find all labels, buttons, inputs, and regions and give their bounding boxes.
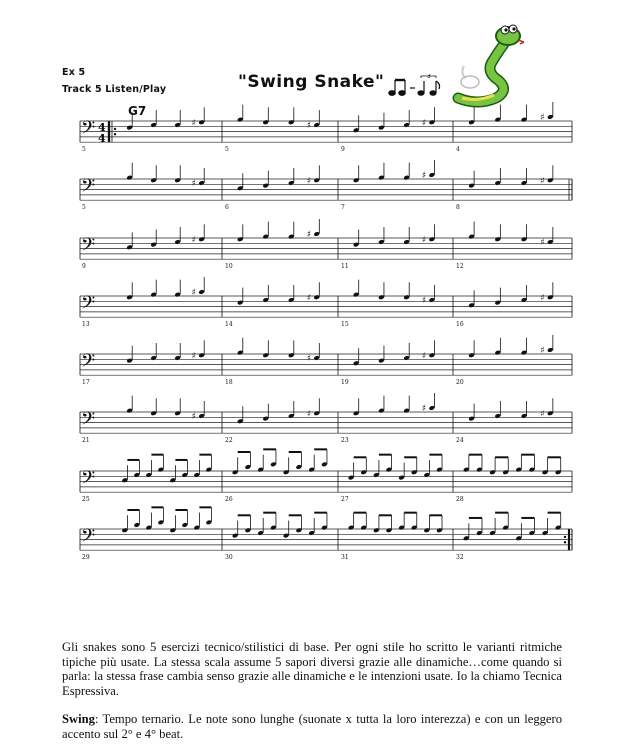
- bass-clef-icon: 𝄢: [81, 409, 96, 434]
- swing-text: : Tempo ternario. Le note sono lunghe (suonate x tutta la loro interezza) e con un leggero accento sul 2° e 4° beat.: [62, 712, 562, 741]
- time-signature-bottom: 4: [98, 132, 106, 145]
- sharp-sign: ♯: [191, 118, 196, 129]
- measure-number: 5: [82, 146, 86, 154]
- sharp-sign: ♯: [421, 118, 427, 129]
- sharp-sign: ♯: [306, 293, 312, 304]
- repeat-dot: [114, 133, 116, 135]
- sharp-sign: ♯: [306, 176, 312, 187]
- chord-symbol: G7: [128, 104, 147, 118]
- measure-number: 12: [456, 263, 464, 271]
- sharp-sign: ♯: [421, 235, 427, 246]
- measure-number: 9: [82, 263, 86, 271]
- sharp-sign: ♯: [191, 411, 196, 422]
- measure-number: 17: [82, 379, 90, 387]
- sharp-sign: ♯: [306, 120, 312, 131]
- measure-number: 16: [456, 321, 464, 329]
- sharp-sign: ♯: [421, 295, 427, 306]
- bass-clef-icon: 𝄢: [81, 351, 96, 376]
- exercise-label: Ex 5: [62, 67, 86, 78]
- repeat-dot: [114, 128, 116, 130]
- bass-clef-icon: 𝄢: [81, 118, 96, 143]
- measure-number: 30: [225, 554, 233, 562]
- sharp-sign: ♯: [540, 113, 545, 123]
- sharp-sign: ♯: [191, 178, 196, 189]
- measure-number: 5: [82, 204, 86, 212]
- measure-number: 23: [341, 437, 349, 445]
- sharp-sign: ♯: [306, 409, 312, 420]
- measure-number: 4: [456, 146, 460, 154]
- measure-number: 14: [225, 321, 233, 329]
- measure-number: 26: [225, 496, 233, 504]
- measure-number: 18: [225, 379, 233, 387]
- bass-clef-icon: 𝄢: [81, 176, 96, 201]
- measure-number: 32: [456, 554, 464, 562]
- measure-number: 19: [341, 379, 349, 387]
- repeat-dot: [564, 536, 566, 538]
- sharp-sign: ♯: [421, 404, 427, 414]
- sharp-sign: ♯: [421, 171, 427, 181]
- sharp-sign: ♯: [540, 346, 545, 356]
- sharp-sign: ♯: [421, 351, 427, 362]
- description-paragraph: Gli snakes sono 5 esercizi tecnico/stilistici di base. Per ogni stile ho scritto le varianti ritmiche tipiche più usate. La stessa scala assume 5 sapori diversi grazie alle dinamiche…come quando si parla: la stessa frase cambia senso grazie alle dinamiche e le intenzioni usate. Io la chiamo Tecnica Espressiva.: [62, 640, 562, 698]
- sharp-sign: ♯: [540, 409, 545, 420]
- sharp-sign: ♯: [306, 353, 312, 364]
- measure-number: 22: [225, 437, 233, 445]
- bass-clef-icon: 𝄢: [81, 526, 96, 551]
- sharp-sign: ♯: [191, 351, 196, 362]
- sharp-sign: ♯: [191, 235, 196, 246]
- sharp-sign: ♯: [306, 230, 312, 240]
- sharp-sign: ♯: [540, 237, 545, 248]
- bass-clef-icon: 𝄢: [81, 293, 96, 318]
- measure-number: 15: [341, 321, 349, 329]
- track-label: Track 5 Listen/Play: [62, 84, 167, 95]
- swing-label: Swing: [62, 712, 95, 726]
- measure-number: 21: [82, 437, 90, 445]
- measure-number: 28: [456, 496, 464, 504]
- measure-number: 6: [225, 204, 229, 212]
- measure-number: 13: [82, 321, 90, 329]
- sharp-sign: ♯: [191, 288, 196, 298]
- measure-number: 7: [341, 204, 345, 212]
- measure-number: 29: [82, 554, 90, 562]
- measure-number: 9: [341, 146, 345, 154]
- measure-number: 27: [341, 496, 349, 504]
- measure-number: 25: [82, 496, 90, 504]
- measure-number: 10: [225, 263, 233, 271]
- sharp-sign: ♯: [540, 293, 545, 304]
- swing-description: [62, 712, 562, 741]
- repeat-dot: [564, 541, 566, 543]
- sharp-sign: ♯: [540, 176, 545, 187]
- measure-number: 8: [456, 204, 460, 212]
- time-signature-top: 4: [98, 121, 106, 134]
- measure-number: 31: [341, 554, 349, 562]
- svg-text:3: 3: [427, 74, 431, 80]
- measure-number: 11: [341, 263, 349, 271]
- piece-title: "Swing Snake": [238, 72, 385, 92]
- measure-number: 24: [456, 437, 464, 445]
- measure-number: 5: [225, 146, 229, 154]
- bass-clef-icon: 𝄢: [81, 468, 96, 493]
- bass-clef-icon: 𝄢: [81, 235, 96, 260]
- measure-number: 20: [456, 379, 464, 387]
